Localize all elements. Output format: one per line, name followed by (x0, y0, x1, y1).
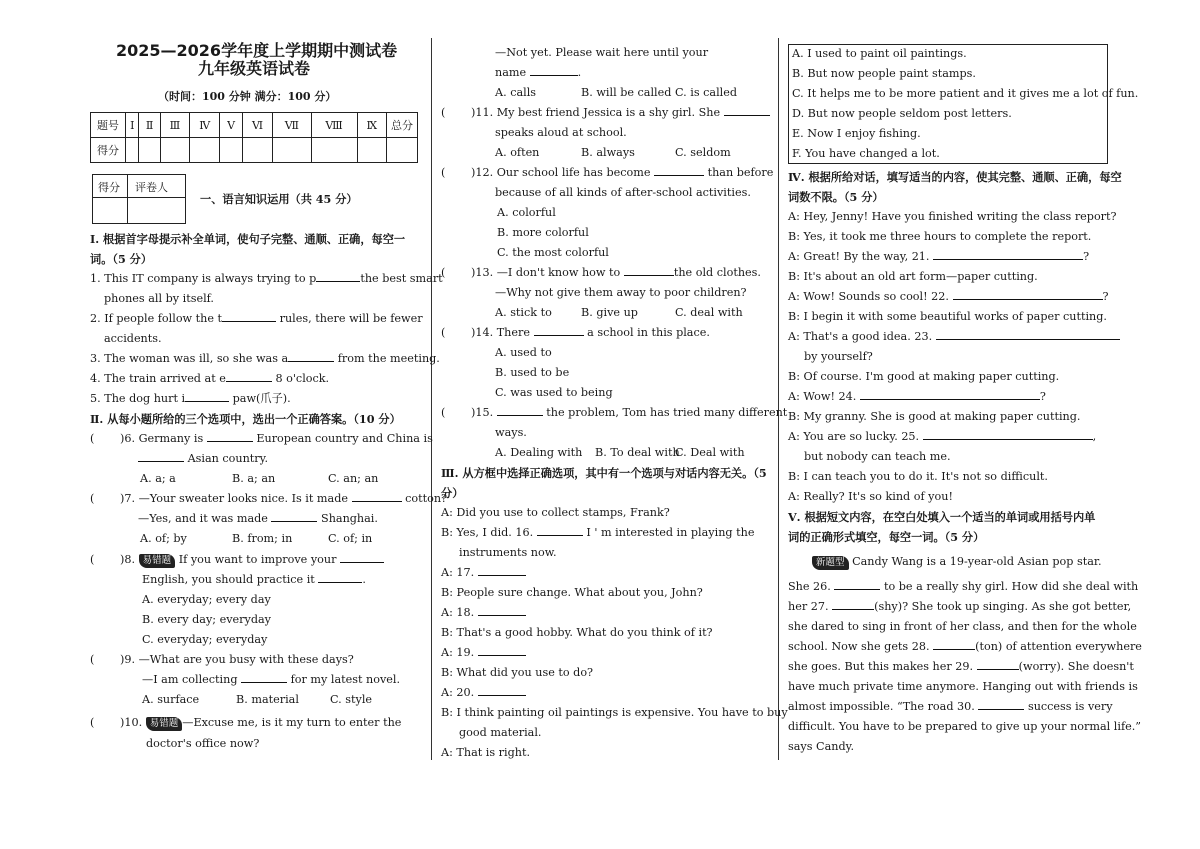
question-7-paren: ( (90, 492, 95, 505)
dialog-line: B: That's a good hobby. What do you think of it? (441, 626, 713, 639)
score-cell (387, 138, 418, 163)
question-2-cont: accidents. (104, 332, 162, 345)
score-table-header: Ⅰ (126, 113, 139, 138)
passage-line: have much private time anymore. Hanging out with friends is (788, 680, 1138, 693)
question-12: )12. Our school life has become than before (471, 166, 774, 179)
score-cell (311, 138, 357, 163)
answer-blank[interactable] (534, 324, 584, 336)
question-15-paren: ( (441, 406, 446, 419)
option-14a[interactable]: A. used to (495, 346, 552, 359)
time-info: （时间：100 分钟 满分：100 分） (158, 90, 337, 103)
answer-blank[interactable] (724, 104, 770, 116)
option-9a[interactable]: A. surface (142, 693, 200, 706)
dialog-line: A: Wow! Sounds so cool! 22. ? (788, 290, 1109, 303)
question-8-cont: English, you should practice it . (142, 573, 366, 586)
question-10-dialog-cont: name . (495, 66, 582, 79)
dialog-line: A: Hey, Jenny! Have you finished writing the class report? (788, 210, 1117, 223)
dialog-line: B: Yes, it took me three hours to complete the report. (788, 230, 1092, 243)
score-cell (220, 138, 243, 163)
score-cell (139, 138, 160, 163)
dialog-line: A: 20. (441, 684, 526, 702)
passage-line: She 26. to be a really shy girl. How did she deal with (788, 580, 1139, 593)
dialog-line: B: My granny. She is good at making paper cutting. (788, 410, 1081, 423)
answer-blank[interactable] (530, 64, 578, 76)
question-11: )11. My best friend Jessica is a shy girl. She (471, 104, 770, 122)
question-8-paren: ( (90, 553, 95, 566)
question-12-paren: ( (441, 166, 446, 179)
option-box-item: F. You have changed a lot. (792, 147, 940, 160)
option-box-item: A. I used to paint oil paintings. (792, 47, 967, 60)
dialog-line: B: It's about an old art form—paper cutting. (788, 270, 1038, 283)
score-cell (126, 138, 139, 163)
option-9c[interactable]: C. style (330, 693, 373, 706)
option-11a[interactable]: A. often (495, 146, 540, 159)
option-15b[interactable]: B. To deal with (595, 446, 680, 459)
grader-score-label: 得分 (98, 181, 120, 194)
question-13-paren: ( (441, 266, 446, 279)
dialog-line: A: That is right. (441, 746, 531, 759)
dialog-line: A: Really? It's so kind of you! (788, 490, 953, 503)
exam-title: 2025—2026学年度上学期期中测试卷 (116, 41, 398, 60)
question-11-cont: speaks aloud at school. (495, 126, 627, 139)
section-1-instructions: Ⅰ. 根据首字母提示补全单词，使句子完整、通顺、正确，每空一 (90, 232, 406, 246)
answer-blank[interactable] (654, 164, 704, 176)
option-box-item: B. But now people paint stamps. (792, 67, 976, 80)
question-14: )14. There a school in this place. (471, 326, 710, 339)
option-10a[interactable]: A. calls (495, 86, 537, 99)
answer-blank[interactable] (478, 564, 526, 576)
option-11b[interactable]: B. always (581, 146, 635, 159)
answer-blank[interactable] (832, 598, 874, 610)
option-14c[interactable]: C. was used to being (495, 386, 613, 399)
question-12-cont: because of all kinds of after-school activities. (495, 186, 751, 199)
answer-blank[interactable] (936, 328, 1120, 340)
question-15-cont: ways. (495, 426, 527, 439)
answer-blank[interactable] (318, 571, 362, 583)
question-10-cont: doctor's office now? (146, 737, 260, 750)
question-1: 1. This IT company is always trying to p the best smart (90, 272, 443, 285)
answer-blank[interactable] (316, 270, 360, 282)
option-6c[interactable]: C. an; an (328, 472, 379, 485)
answer-blank[interactable] (478, 604, 526, 616)
option-11c[interactable]: C. seldom (675, 146, 731, 159)
option-6b[interactable]: B. a; an (232, 472, 276, 485)
answer-blank[interactable] (834, 578, 880, 590)
answer-blank[interactable] (478, 684, 526, 696)
passage-line: school. Now she gets 28. (ton) of attention everywhere (788, 640, 1142, 653)
option-8a[interactable]: A. everyday; every day (142, 593, 271, 606)
question-6-paren: ( (90, 432, 95, 445)
score-table-header: Ⅳ (190, 113, 220, 138)
question-1-cont: phones all by itself. (104, 292, 214, 305)
answer-blank[interactable] (352, 490, 402, 502)
answer-blank[interactable] (537, 524, 583, 536)
option-8c[interactable]: C. everyday; everyday (142, 633, 268, 646)
question-15: )15. the problem, Tom has tried many different (471, 406, 788, 419)
section-3-instructions-cont: 分） (441, 486, 464, 500)
passage-line: difficult. You have to be prepared to give up your normal life.” (788, 720, 1141, 733)
dialog-line: A: You are so lucky. 25. , (788, 430, 1097, 443)
score-table-header: Ⅸ (357, 113, 386, 138)
grader-box (92, 174, 186, 224)
dialog-line: but nobody can teach me. (804, 450, 951, 463)
answer-blank[interactable] (138, 450, 184, 462)
score-cell (190, 138, 220, 163)
question-2: 2. If people follow the t rules, there will be fewer (90, 312, 423, 325)
dialog-line: A: 18. (441, 604, 526, 622)
score-table-header: Ⅶ (273, 113, 311, 138)
answer-blank[interactable] (185, 390, 229, 402)
dialog-line: A: Great! By the way, 21. ? (788, 250, 1090, 263)
option-box (788, 44, 1139, 164)
error-prone-tag: 易错题 (146, 717, 183, 731)
option-12a[interactable]: A. colorful (497, 206, 556, 219)
score-cell (242, 138, 272, 163)
option-13a[interactable]: A. stick to (495, 306, 552, 319)
option-box-item: C. It helps me to be more patient and it gives me a lot of fun. (792, 87, 1139, 100)
question-9-cont: —I am collecting for my latest novel. (142, 673, 401, 686)
question-13: )13. —I don't know how to the old clothes. (471, 266, 761, 279)
answer-blank[interactable] (977, 658, 1019, 670)
passage-line: says Candy. (788, 740, 855, 753)
option-7a[interactable]: A. of; by (140, 532, 187, 545)
score-table-header: Ⅲ (160, 113, 189, 138)
passage-line: her 27. (shy)? She took up singing. As she got better, (788, 600, 1132, 613)
option-8b[interactable]: B. every day; everyday (142, 613, 271, 626)
column-divider-1 (431, 38, 432, 760)
answer-blank[interactable] (340, 551, 384, 563)
option-box-item: E. Now I enjoy fishing. (792, 127, 921, 140)
answer-blank[interactable] (207, 430, 253, 442)
answer-blank[interactable] (478, 644, 526, 656)
column-divider-2 (778, 38, 779, 760)
grader-name-label: 评卷人 (135, 181, 168, 194)
dialog-line: A: 19. (441, 644, 526, 662)
passage-line: she goes. But this makes her 29. (worry). She doesn't (788, 660, 1134, 673)
option-15a[interactable]: A. Dealing with (495, 446, 583, 459)
score-table-row-label: 得分 (91, 138, 126, 163)
question-6-cont: Asian country. (138, 450, 268, 468)
passage-line: 新题型 Candy Wang is a 19-year-old Asian pop star. (812, 553, 1102, 571)
section-4-instructions: Ⅳ. 根据所给对话，填写适当的内容，使其完整、通顺、正确，每空 (788, 170, 1122, 184)
section-5-instructions-cont: 词的正确形式填空，每空一词。（5 分） (788, 530, 985, 544)
answer-blank[interactable] (271, 510, 317, 522)
answer-blank[interactable] (933, 248, 1083, 260)
answer-blank[interactable] (953, 288, 1103, 300)
answer-blank[interactable] (241, 671, 287, 683)
question-6: )6. Germany is European country and China is (120, 432, 433, 445)
question-8: )8. 易错题 If you want to improve your (120, 551, 384, 569)
question-10-paren: ( (90, 716, 95, 729)
section-3-instructions: Ⅲ. 从方框中选择正确选项，其中有一个选项与对话内容无关。（5 (441, 466, 767, 480)
dialog-line: B: I think painting oil paintings is expensive. You have to buy (441, 706, 788, 719)
dialog-line: B: What did you use to do? (441, 666, 594, 679)
score-cell (357, 138, 386, 163)
dialog-line: B: Of course. I'm good at making paper cutting. (788, 370, 1060, 383)
dialog-line: by yourself? (804, 350, 873, 363)
option-14b[interactable]: B. used to be (495, 366, 570, 379)
dialog-line: A: That's a good idea. 23. (788, 328, 1120, 346)
option-13c[interactable]: C. deal with (675, 306, 743, 319)
dialog-line: B: I begin it with some beautiful works of paper cutting. (788, 310, 1107, 323)
question-11-paren: ( (441, 106, 446, 119)
dialog-line: B: I can teach you to do it. It's not so difficult. (788, 470, 1048, 483)
question-13-cont: —Why not give them away to poor children? (495, 286, 747, 299)
answer-blank[interactable] (860, 388, 1040, 400)
score-table-header: 题号 (91, 113, 126, 138)
score-cell (160, 138, 189, 163)
dialog-line: B: People sure change. What about you, John? (441, 586, 703, 599)
option-box-item: D. But now people seldom post letters. (792, 107, 1012, 120)
answer-blank[interactable] (933, 638, 975, 650)
dialog-line: B: Yes, I did. 16. I ' m interested in playing the (441, 526, 755, 539)
option-6a[interactable]: A. a; a (140, 472, 176, 485)
dialog-line: A: Wow! 24. ? (788, 390, 1046, 403)
score-table (90, 112, 418, 163)
question-14-paren: ( (441, 326, 446, 339)
option-9b[interactable]: B. material (236, 693, 299, 706)
score-table-header: Ⅷ (311, 113, 357, 138)
answer-blank[interactable] (288, 350, 334, 362)
question-4: 4. The train arrived at e 8 o'clock. (90, 372, 330, 385)
score-table-header: Ⅵ (242, 113, 272, 138)
score-table-header: 总分 (387, 113, 418, 138)
answer-blank[interactable] (497, 404, 543, 416)
question-7-cont: —Yes, and it was made Shanghai. (138, 512, 378, 525)
section-4-instructions-cont: 词数不限。（5 分） (788, 190, 884, 204)
answer-blank[interactable] (222, 310, 276, 322)
passage-line: she dared to sing in front of her class, and then for the whole (788, 620, 1137, 633)
question-5: 5. The dog hurt i paw(爪子). (90, 392, 291, 405)
part1-title: 一、语言知识运用（共 45 分） (200, 192, 358, 206)
section-1-instructions-cont: 词。（5 分） (90, 252, 153, 266)
question-10: )10. 易错题 —Excuse me, is it my turn to enter the (120, 716, 402, 729)
exam-subtitle: 九年级英语试卷 (198, 59, 311, 78)
dialog-line: instruments now. (459, 546, 557, 559)
dialog-line: good material. (459, 726, 542, 739)
option-15c[interactable]: C. Deal with (675, 446, 745, 459)
dialog-line: A: 17. (441, 564, 526, 582)
answer-blank[interactable] (978, 698, 1024, 710)
dialog-line: A: Did you use to collect stamps, Frank? (441, 506, 670, 519)
score-table-header: Ⅴ (220, 113, 243, 138)
new-question-type-tag: 新题型 (812, 556, 849, 570)
question-9: )9. —What are you busy with these days? (120, 653, 354, 666)
question-10-dialog: —Not yet. Please wait here until your (495, 46, 709, 59)
question-9-paren: ( (90, 653, 95, 666)
option-10c[interactable]: C. is called (675, 86, 738, 99)
option-12c[interactable]: C. the most colorful (497, 246, 609, 259)
option-13b[interactable]: B. give up (581, 306, 638, 319)
answer-blank[interactable] (624, 264, 674, 276)
question-3: 3. The woman was ill, so she was a from the meeting. (90, 352, 440, 365)
passage-line: almost impossible. “The road 30. success is very (788, 700, 1113, 713)
option-7b[interactable]: B. from; in (232, 532, 293, 545)
section-5-instructions: Ⅴ. 根据短文内容，在空白处填入一个适当的单词或用括号内单 (788, 510, 1096, 524)
error-prone-tag: 易错题 (139, 554, 176, 568)
answer-blank[interactable] (923, 428, 1093, 440)
answer-blank[interactable] (226, 370, 272, 382)
option-12b[interactable]: B. more colorful (497, 226, 589, 239)
option-10b[interactable]: B. will be called (581, 86, 672, 99)
section-2-instructions: Ⅱ. 从每小题所给的三个选项中，选出一个正确答案。（10 分） (90, 412, 401, 426)
option-7c[interactable]: C. of; in (328, 532, 373, 545)
question-7: )7. —Your sweater looks nice. Is it made cotton? (120, 492, 448, 505)
score-table-header: Ⅱ (139, 113, 160, 138)
score-cell (273, 138, 311, 163)
